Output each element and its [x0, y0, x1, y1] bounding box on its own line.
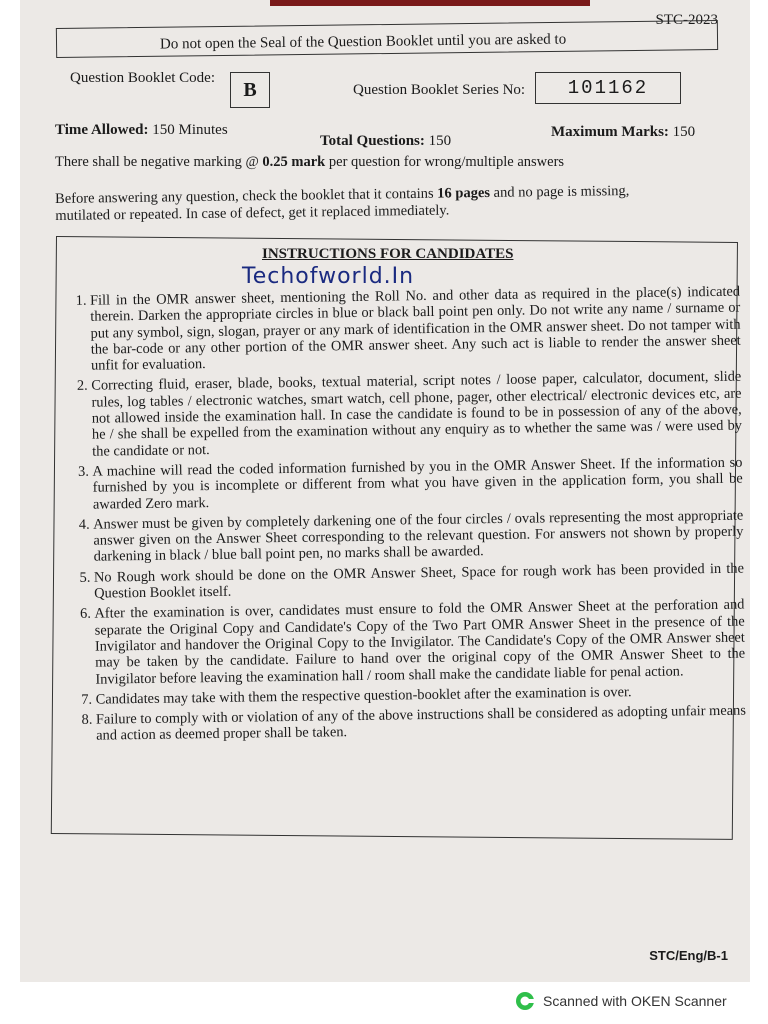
booklet-code-value: B [230, 72, 270, 108]
instruction-item: 1. Fill in the OMR answer sheet, mentioning the Roll No. and other data as required in the place(s) indicated therein. Darken the appropriate circles in blue or black ball point pen only. Do not write any name / surname or put any symbol, sign, slogan, prayer or any mark of identification in the OMR answer sheet. Do not tamper with the bar-code or any other portion of the OMR answer sheet. Any such act is liable to render the answer sheet unfit for evaluation. [90, 284, 741, 375]
instruction-item: 8. Failure to comply with or violation of any of the above instructions shall be considered as adopting unfair means and action as deemed proper shall be taken. [96, 703, 746, 745]
instruction-item: 2. Correcting fluid, eraser, blade, books, textual material, script notes / loose paper, calculator, document, slide rules, log tables / electronic watches, smart watch, cell phone, pager, other electrical/ electronic devices etc, are not allowed inside the examination hall. In case the candidate is found to be in possession of any of the above, he / she shall be expelled from the examination without any enquiry as to whether the same was / were used by the candidate or not. [91, 369, 742, 460]
time-allowed [55, 122, 228, 139]
negative-mark-value: 0.25 mark [262, 154, 326, 170]
total-questions-label: Total Questions: [320, 133, 425, 149]
time-allowed-value: 150 Minutes [152, 122, 228, 138]
instruction-list [68, 284, 746, 749]
scanner-logo-icon [515, 991, 535, 1011]
top-edge-strip [270, 0, 590, 6]
negative-marking-note: There shall be negative marking @ 0.25 mark per question for wrong/multiple answers [55, 154, 565, 170]
scanner-watermark [515, 991, 727, 1011]
booklet-series-label: Question Booklet Series No: [353, 82, 526, 98]
maximum-marks-value: 150 [672, 124, 696, 140]
instructions-title: INSTRUCTIONS FOR CANDIDATES [262, 246, 514, 262]
handwritten-watermark: Techofworld.In [242, 264, 415, 289]
instruction-item: 5. No Rough work should be done on the OMR Answer Sheet, Space for rough work has been provided in the Question Booklet itself. [94, 560, 744, 602]
scanner-text: Scanned with OKEN Scanner [543, 993, 727, 1009]
instruction-item: 4. Answer must be given by completely darkening one of the four circles / ovals representing the most appropriate answer given on the Answer Sheet corresponding to the relevant question. For answers not shown by properly darkening in black / blue ball point pen, no marks shall be awarded. [93, 507, 744, 565]
page-check-note: Before answering any question, check the booklet that it contains 16 pages and no page is missing, mutilated or repeated. In case of defect, get it replaced immediately. [55, 182, 630, 224]
exam-code: STC-2023 [655, 12, 718, 28]
instruction-item: 6. After the examination is over, candidates must ensure to fold the OMR Answer Sheet at the perforation and separate the Original Copy and Candidate's Copy of the Two Part OMR Answer Sheet in the presence of the Invigilator and handover the Original Copy to the Invigilator. The Candidate's Copy of the OMR Answer sheet may be taken by the candidate. Failure to hand over the original copy of the OMR Answer Sheet to the Invigilator before leaving the examination hall / room shall make the candidate liable for penal action. [94, 597, 745, 688]
total-questions [320, 133, 451, 150]
maximum-marks [551, 124, 695, 141]
document-page [20, 0, 750, 982]
seal-notice-text: Do not open the Seal of the Question Booklet until you are asked to [159, 31, 567, 53]
time-allowed-label: Time Allowed: [55, 122, 149, 138]
instruction-item: 7. Candidates may take with them the respective question-booklet after the examination is over. [96, 682, 746, 707]
total-questions-value: 150 [428, 133, 452, 149]
page-count: 16 pages [437, 184, 491, 202]
booklet-code-label: Question Booklet Code: [70, 70, 215, 86]
booklet-series-value: 101162 [535, 72, 681, 104]
instruction-item: 3. A machine will read the coded information furnished by you in the OMR Answer Sheet. If the information so furnished by you is incomplete or different from what you have given in the application form, you shall be awarded Zero mark. [92, 455, 743, 513]
page-code: STC/Eng/B-1 [649, 948, 728, 963]
maximum-marks-label: Maximum Marks: [551, 124, 669, 140]
